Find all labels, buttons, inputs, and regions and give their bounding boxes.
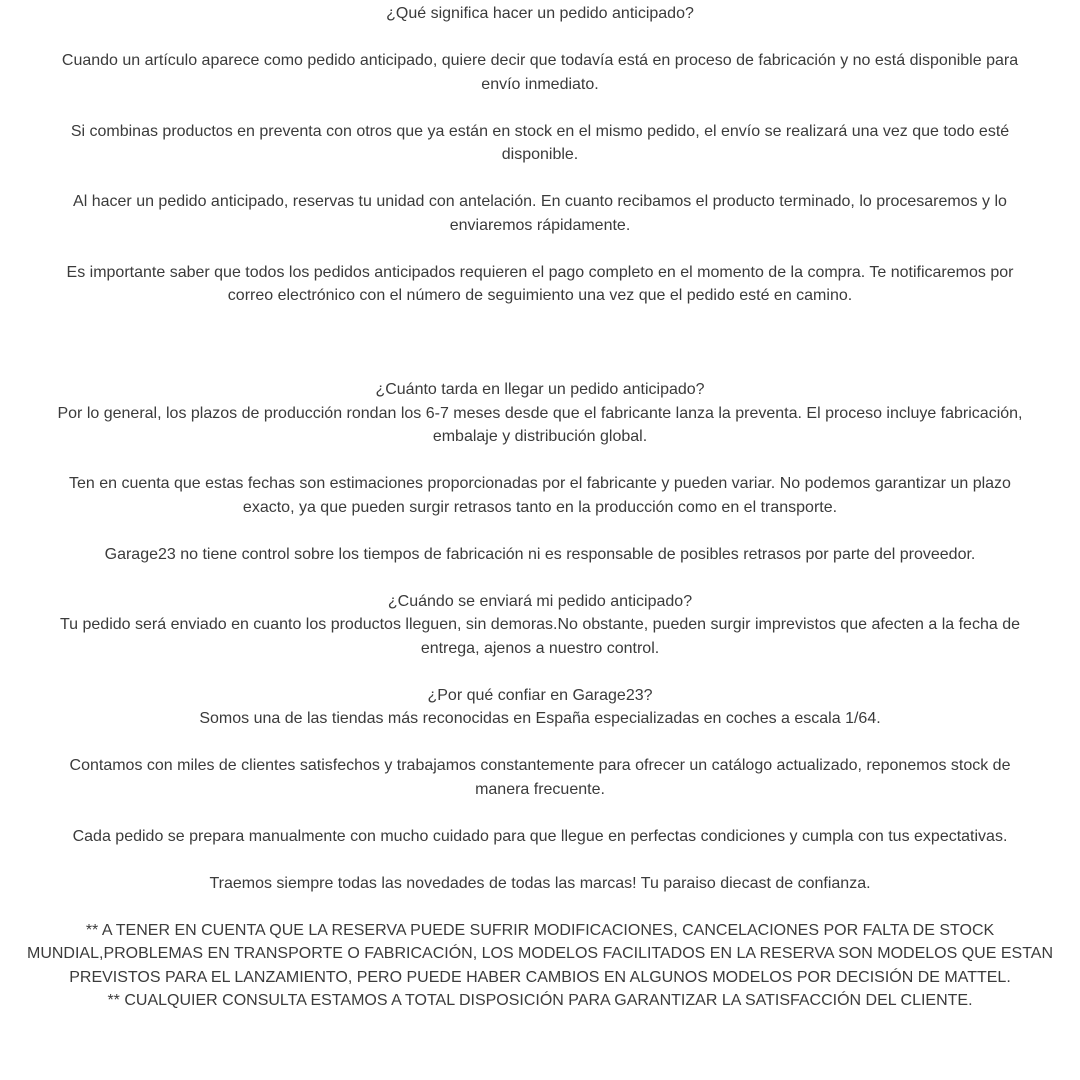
faq-question: ¿Qué significa hacer un pedido anticipado?: [386, 5, 694, 22]
faq-paragraph: Tu pedido será enviado en cuanto los productos lleguen, sin demoras.No obstante, pueden surgir imprevistos que afecten a la fecha de entrega, ajenos a nuestro control.: [59, 616, 1020, 657]
faq-paragraph: Garage23 no tiene control sobre los tiempos de fabricación ni es responsable de posibles retrasos por parte del proveedor.: [104, 545, 976, 563]
faq-paragraph: Si combinas productos en preventa con otros que ya están en stock en el mismo pedido, el envío se realizará una vez que todo esté disponible.: [70, 122, 1010, 163]
faq-paragraph: Es importante saber que todos los pedidos anticipados requieren el pago completo en el momento de la compra. Te notificaremos por correo electrónico con el número de seguimiento una vez que el pedido esté en camino.: [66, 263, 1014, 304]
faq-section: [8, 590, 1072, 661]
faq-paragraph: Somos una de las tiendas más reconocidas en España especializadas en coches a escala 1/64.: [199, 710, 881, 727]
faq-paragraph: Traemos siempre todas las novedades de todas las marcas! Tu paraiso diecast de confianza.: [209, 874, 871, 892]
faq-section: [8, 684, 1072, 1013]
faq-paragraph: Al hacer un pedido anticipado, reservas tu unidad con antelación. En cuanto recibamos el producto terminado, lo procesaremos y lo enviaremos rápidamente.: [73, 193, 1007, 234]
faq-paragraph: Cada pedido se prepara manualmente con mucho cuidado para que llegue en perfectas condiciones y cumpla con tus expectativas.: [72, 827, 1008, 845]
faq-question: ¿Cuánto tarda en llegar un pedido anticipado?: [375, 381, 705, 398]
faq-paragraph: Cuando un artículo aparece como pedido anticipado, quiere decir que todavía está en proceso de fabricación y no está disponible para envío inmediato.: [61, 52, 1019, 93]
faq-paragraph: Contamos con miles de clientes satisfechos y trabajamos constantemente para ofrecer un catálogo actualizado, reponemos stock de manera frecuente.: [69, 757, 1011, 798]
faq-section: [8, 2, 1072, 308]
faq-question: ¿Cuándo se enviará mi pedido anticipado?: [387, 592, 693, 610]
faq-paragraph: Por lo general, los plazos de producción rondan los 6-7 meses desde que el fabricante lanza la preventa. El proceso incluye fabricación, embalaje y distribución global.: [57, 404, 1023, 445]
faq-paragraph: ** A TENER EN CUENTA QUE LA RESERVA PUEDE SUFRIR MODIFICACIONES, CANCELACIONES POR FALTA DE STOCK MUNDIAL,PROBLEMAS EN TRANSPORTE O FABRICACIÓN, LOS MODELOS FACILITADOS EN LA RESERVA SON MODELOS QUE ESTAN PREVISTOS PARA EL LANZAMIENTO, PERO PUEDE HABER CAMBIOS EN ALGUNOS MODELOS POR DECISIÓN DE MATTEL. ** CUALQUIER CONSULTA ESTAMOS A TOTAL DISPOSICIÓN PARA GARANTIZAR LA SATISFACCIÓN DEL CLIENTE.: [26, 921, 1054, 1009]
faq-section: [8, 378, 1072, 566]
faq-question: ¿Por qué confiar en Garage23?: [427, 686, 653, 704]
faq-paragraph: Ten en cuenta que estas fechas son estimaciones proporcionadas por el fabricante y pueden variar. No podemos garantizar un plazo exacto, ya que pueden surgir retrasos tanto en la producción como en el transporte.: [69, 475, 1011, 516]
